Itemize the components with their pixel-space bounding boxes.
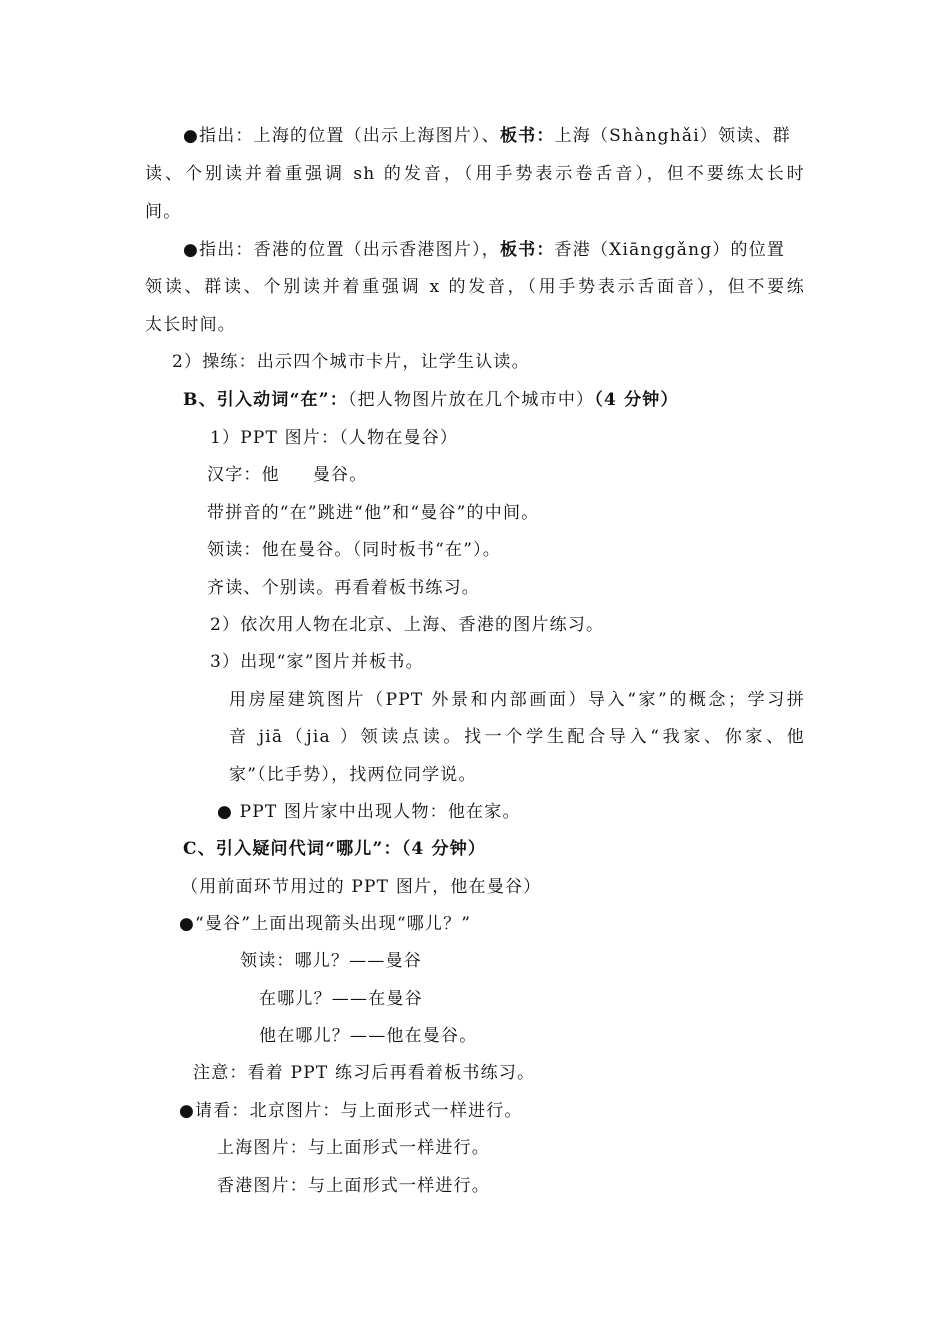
board-label: 板书： [499, 126, 555, 146]
text-span: ●指出：上海的位置（出示上海图片）、 [183, 126, 500, 146]
shanghai-paragraph-line-1 [183, 125, 791, 147]
step-2: 2）依次用人物在北京、上海、香港的图片练习。 [210, 615, 605, 635]
beijing-line: ●请看：北京图片：与上面形式一样进行。 [179, 1101, 523, 1121]
drill-response-1: 领读：哪儿？——曼谷 [240, 951, 422, 971]
shanghai-paragraph-line-2: 读、个别读并着重强调 sh 的发音，（用手势表示卷舌音），但不要练太长时 [145, 164, 805, 184]
home-paragraph-line-3: 家”（比手势），找两位同学说。 [229, 765, 477, 785]
hongkong-paragraph-line-3: 太长时间。 [145, 315, 236, 335]
arrow-line: ●“曼谷”上面出现箭头出现“哪儿？” [179, 914, 472, 934]
board-label: 板书： [499, 240, 555, 260]
text-span: ●指出：香港的位置（出示香港图片）， [183, 240, 500, 260]
hongkong-paragraph-line-1 [183, 239, 785, 261]
step-3: 3）出现“家”图片并板书。 [210, 652, 424, 672]
hanzi-line: 汉字：他 曼谷。 [207, 465, 368, 485]
ppt-home-line: ● PPT 图片家中出现人物：他在家。 [217, 802, 521, 822]
text-span: 香港（Xiānggǎng）的位置 [554, 240, 786, 260]
chorus-line: 齐读、个别读。再看着板书练习。 [207, 578, 480, 598]
home-paragraph-line-2: 音 jiā（jia ）领读点读。找一个学生配合导入“我家、你家、他 [229, 727, 805, 747]
heading-title: B、引入动词“在”： [183, 390, 348, 410]
heading-title: C、引入疑问代词“哪儿”： [183, 839, 402, 859]
pinyin-line: 带拼音的“在”跳进“他”和“曼谷”的中间。 [207, 503, 540, 523]
text-span: 上海（Shànghǎi）领读、群 [554, 126, 791, 146]
step-1: 1）PPT 图片：（人物在曼谷） [210, 428, 459, 448]
shanghai-paragraph-line-3: 间。 [145, 202, 182, 222]
note-line: 注意：看着 PPT 练习后再看着板书练习。 [193, 1063, 536, 1083]
heading-duration: （4 分钟） [401, 839, 487, 859]
home-paragraph-line-1: 用房屋建筑图片（PPT 外景和内部画面）导入“家”的概念；学习拼 [229, 690, 805, 710]
drill-response-3: 他在哪儿？——他在曼谷。 [259, 1026, 478, 1046]
section-c-heading [183, 838, 486, 860]
section-b-heading [183, 389, 679, 411]
context-line: （用前面环节用过的 PPT 图片，他在曼谷） [181, 877, 542, 897]
lead-read-line: 领读：他在曼谷。（同时板书“在”）。 [207, 540, 501, 560]
drill-response-2: 在哪儿？——在曼谷 [259, 989, 423, 1009]
hongkong-line: 香港图片：与上面形式一样进行。 [217, 1176, 490, 1196]
heading-note: （把人物图片放在几个城市中） [347, 390, 595, 410]
drill-step: 2）操练：出示四个城市卡片，让学生认读。 [172, 352, 530, 372]
shanghai-line: 上海图片：与上面形式一样进行。 [217, 1138, 490, 1158]
heading-duration: （4 分钟） [594, 390, 679, 410]
hongkong-paragraph-line-2: 领读、群读、个别读并着重强调 x 的发音，（用手势表示舌面音），但不要练 [145, 277, 805, 297]
